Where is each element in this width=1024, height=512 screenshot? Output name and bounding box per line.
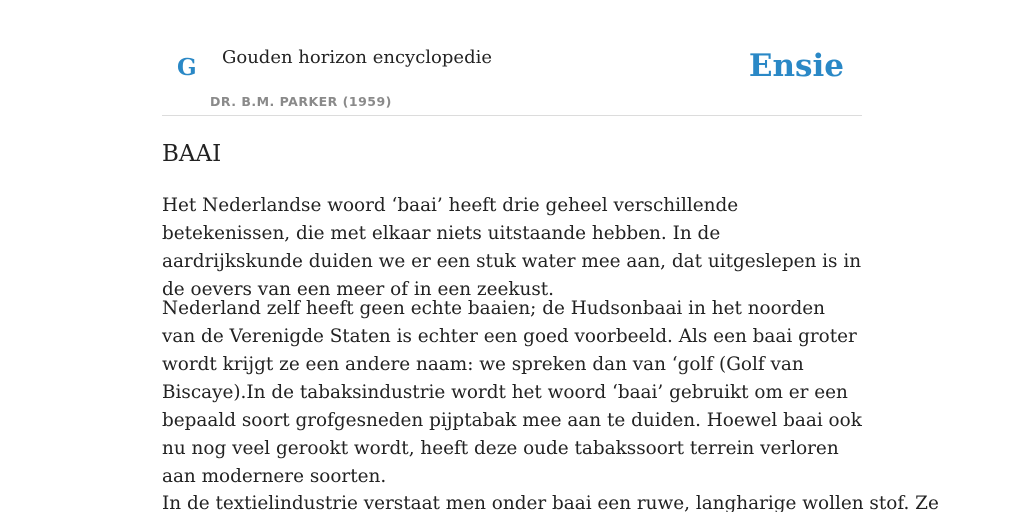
book-logo[interactable]: G	[177, 54, 197, 81]
entry-paragraph-3: In de textielindustrie verstaat men onder baai een ruwe, langharige wollen stof. Ze	[162, 493, 939, 512]
book-title-link[interactable]: Gouden horizon encyclopedie	[222, 47, 492, 68]
entry-page	[162, 0, 939, 512]
entry-paragraph-1: Het Nederlandse woord ‘baai’ heeft drie geheel verschillende betekenissen, die met elkaar niets uitstaande hebben. In de aardrijkskunde duiden we er een stuk water mee aan, dat uitgeslepen is in de oevers van een meer of in een zeekust.	[162, 195, 862, 300]
source-header	[162, 0, 862, 116]
brand-logo[interactable]: Ensie	[748, 48, 844, 84]
entry-paragraph-2: Nederland zelf heeft geen echte baaien; de Hudsonbaai in het noorden van de Verenigde Staten is echter een goed voorbeeld. Als een baai groter wordt krijgt ze een andere naam: we spreken dan van ‘golf (Golf van Biscaye).In de tabaksindustrie wordt het woord ‘baai’ gebruikt om er een bepaald soort grofgesneden pijptabak mee aan te duiden. Hoewel baai ook nu nog veel gerookt wordt, heeft deze oude tabakssoort terrein verloren aan modernere soorten.	[162, 298, 862, 487]
author-line: DR. B.M. PARKER (1959)	[210, 94, 392, 109]
entry-title: BAAI	[162, 141, 222, 167]
